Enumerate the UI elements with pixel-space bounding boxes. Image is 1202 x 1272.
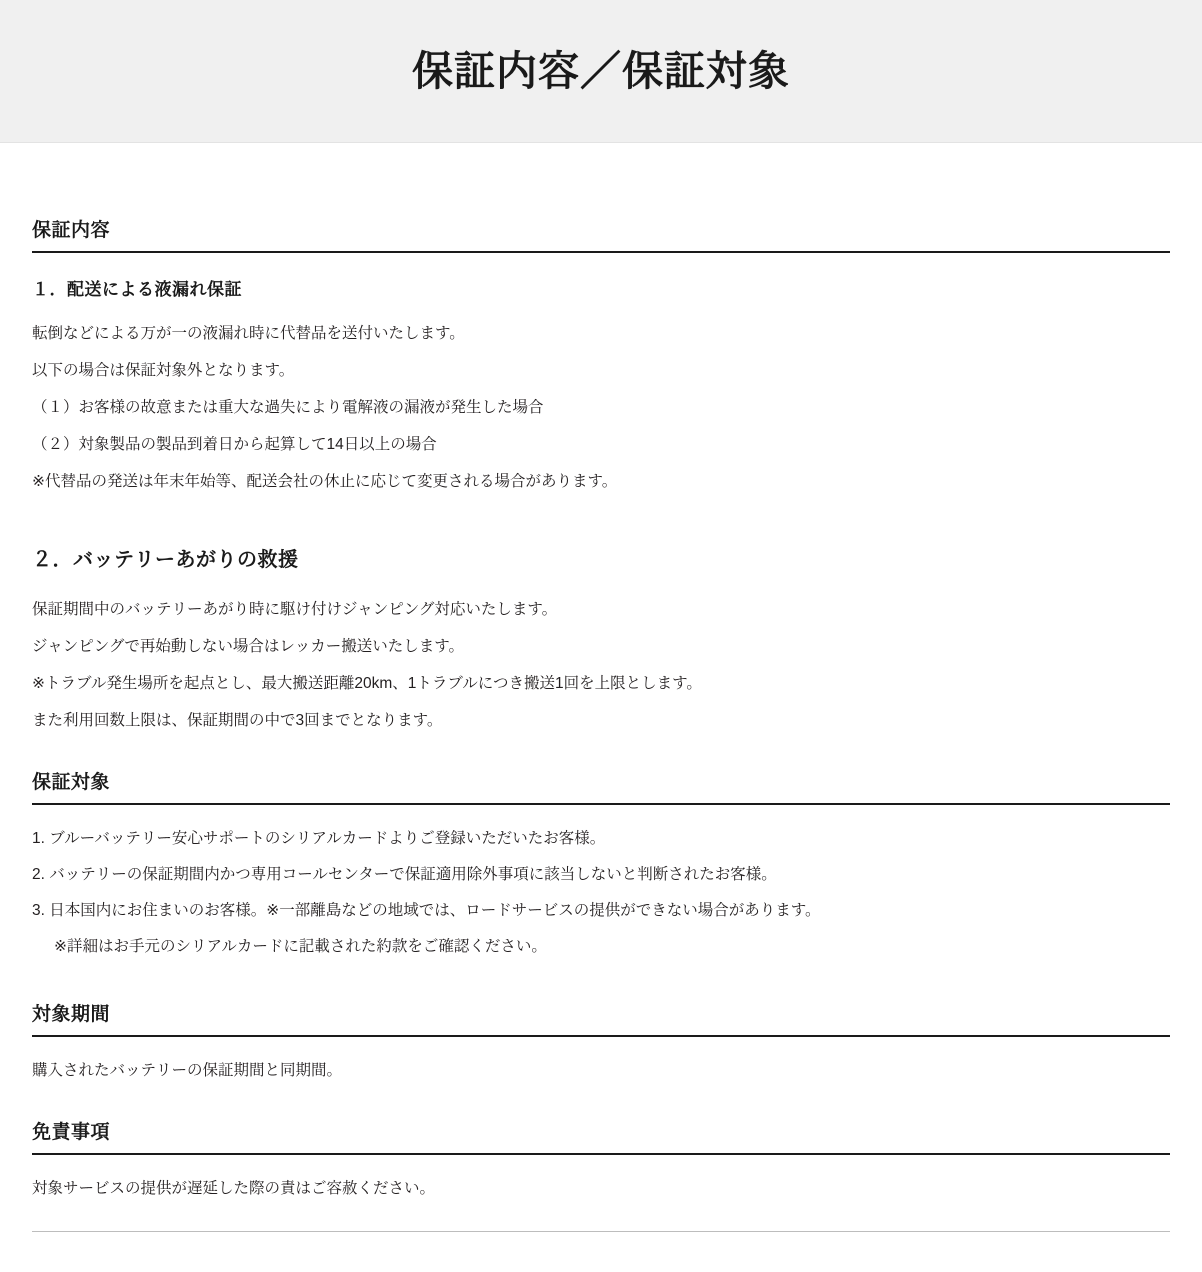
section-warranty-target bbox=[32, 767, 1170, 959]
body-line: ※代替品の発送は年末年始等、配送会社の休止に応じて変更される場合があります。 bbox=[32, 473, 618, 491]
heading-divider bbox=[32, 251, 1170, 253]
section-target-period bbox=[32, 999, 1170, 1083]
page-banner bbox=[0, 0, 1202, 143]
body-line: 転倒などによる万が一の液漏れ時に代替品を送付いたします。 bbox=[32, 325, 465, 342]
list-item: 3. 日本国内にお住まいのお客様。※一部離島などの地域では、ロードサービスの提供ができない場合があります。 bbox=[32, 902, 821, 920]
list-item: 2. バッテリーの保証期間内かつ専用コールセンターで保証適用除外事項に該当しないと判断されたお客様。 bbox=[32, 866, 777, 884]
page-title: 保証内容／保証対象 bbox=[412, 47, 790, 94]
body-line: 購入されたバッテリーの保証期間と同期間。 bbox=[32, 1062, 343, 1080]
heading-divider bbox=[32, 803, 1170, 805]
section-heading-warranty-content: 保証内容 bbox=[32, 220, 111, 241]
body-line: （１）お客様の故意または重大な過失により電解液の漏液が発生した場合 bbox=[32, 399, 544, 417]
body-line: 対象サービスの提供が遅延した際の責はご容赦ください。 bbox=[32, 1180, 436, 1198]
warranty-target-list bbox=[32, 827, 1170, 923]
spacer bbox=[32, 507, 1170, 543]
list-item: 1. ブルーバッテリー安心サポートのシリアルカードよりご登録いただいたお客様。 bbox=[32, 830, 606, 848]
page-bottom-divider bbox=[32, 1231, 1170, 1232]
section-warranty-content bbox=[32, 215, 1170, 733]
heading-divider bbox=[32, 1035, 1170, 1037]
subheading-battery-rescue: ２．バッテリーあがりの救援 bbox=[32, 549, 299, 572]
section-heading-warranty-target: 保証対象 bbox=[32, 772, 111, 794]
section-heading-disclaimer: 免責事項 bbox=[32, 1122, 111, 1144]
spacer bbox=[32, 737, 1170, 767]
spacer bbox=[32, 963, 1170, 999]
spacer bbox=[32, 1087, 1170, 1117]
section-heading-target-period: 対象期間 bbox=[32, 1004, 111, 1026]
body-line: ジャンピングで再始動しない場合はレッカー搬送いたします。 bbox=[32, 638, 464, 656]
body-line: 以下の場合は保証対象外となります。 bbox=[32, 362, 295, 380]
warranty-target-note: ※詳細はお手元のシリアルカードに記載された約款をご確認ください。 bbox=[54, 938, 547, 956]
body-line: また利用回数上限は、保証期間の中で3回までとなります。 bbox=[32, 712, 443, 730]
heading-divider bbox=[32, 1153, 1170, 1155]
body-line: （２）対象製品の製品到着日から起算して14日以上の場合 bbox=[32, 436, 437, 454]
section-disclaimer bbox=[32, 1117, 1170, 1201]
document-content bbox=[0, 143, 1202, 1272]
subheading-leak-warranty: １．配送による液漏れ保証 bbox=[32, 280, 242, 299]
body-line: ※トラブル発生場所を起点とし、最大搬送距離20km、1トラブルにつき搬送1回を上限とします。 bbox=[32, 675, 702, 693]
body-line: 保証期間中のバッテリーあがり時に駆け付けジャンピング対応いたします。 bbox=[32, 601, 558, 619]
